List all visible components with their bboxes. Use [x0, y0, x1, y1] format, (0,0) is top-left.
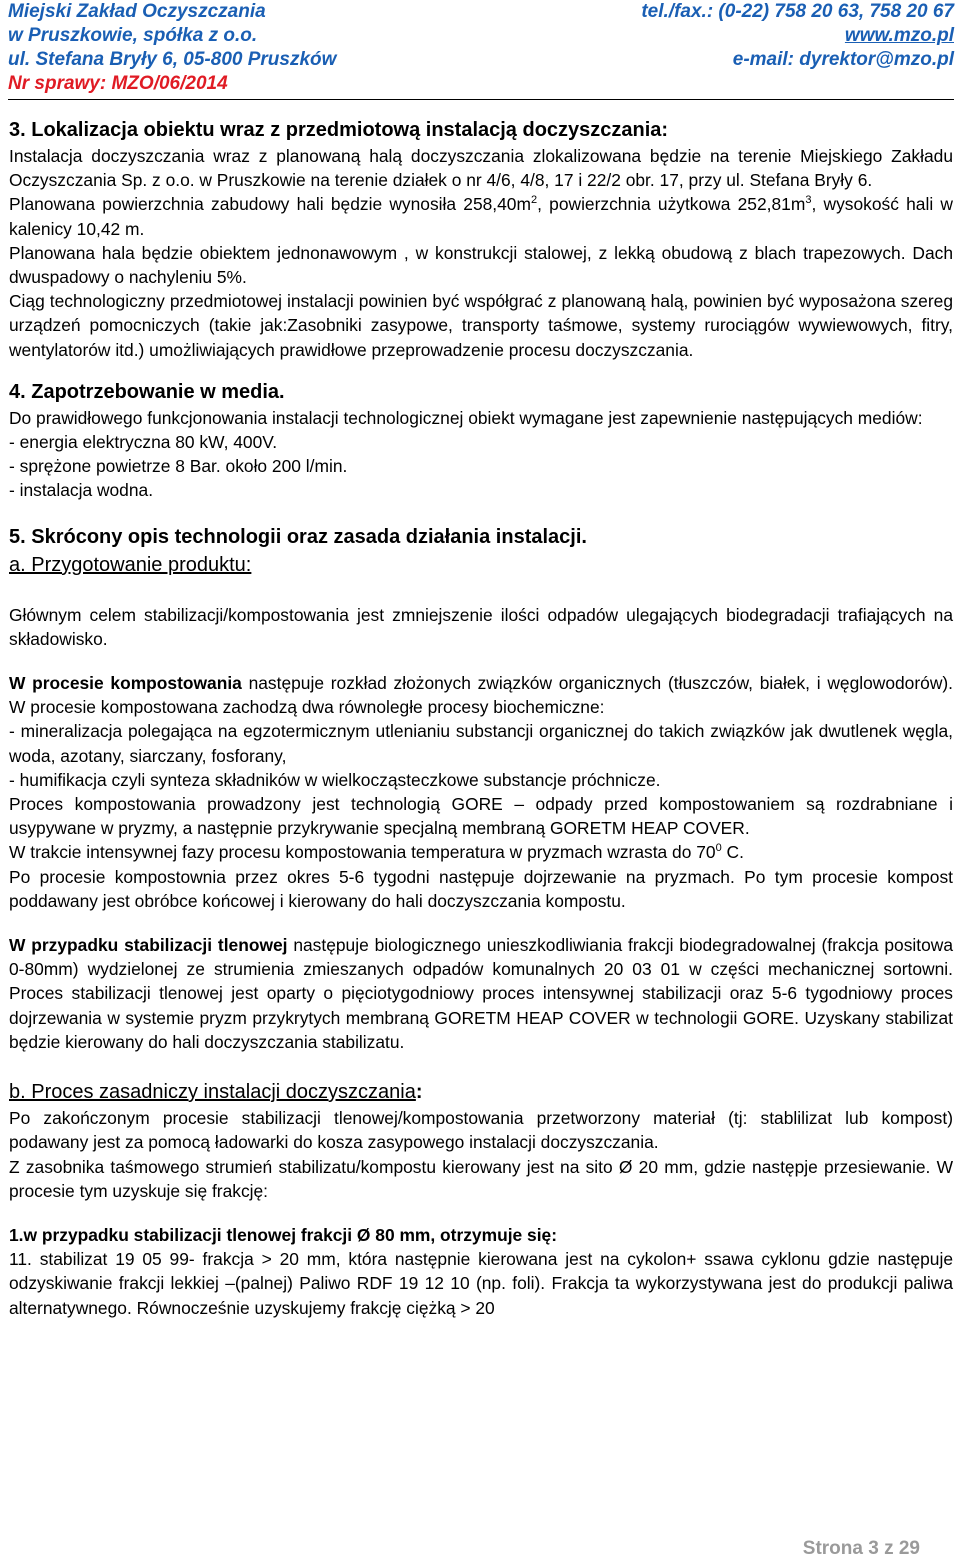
- section-3-paragraph-2: [9, 192, 953, 240]
- superscript: 0: [715, 842, 722, 855]
- height-text: , wysokość hali w kalenicy 10,42 m.: [9, 194, 953, 239]
- subsection-b-colon: :: [415, 1081, 423, 1104]
- bold-lead: 1.w przypadku stabilizacji tlenowej frakcji Ø 80 mm: [9, 1224, 431, 1245]
- unit-text: C.: [721, 842, 744, 863]
- section-3-paragraph-4: Ciąg technologiczny przedmiotowej instalacji powinien być współgrać z planowaną halą, powinien być wyposażona szereg urządzeń pomocniczych (takie jak:Zasobniki zasypowe, transporty taśmowe, systemy rurociągów wywiewowych, fitry, wentylatorów itd.) umożliwiających prawidłowe przeprowadzenie procesu doczyszczania.: [9, 291, 953, 360]
- temperature-text: W trakcie intensywnej fazy procesu kompostowania temperatura w pryzmach wzrasta do 70: [9, 842, 716, 863]
- case-number: Nr sprawy: MZO/06/2014: [8, 73, 228, 94]
- subsection-b-case-heading: [9, 1223, 953, 1247]
- section-3-paragraph-1: Instalacja doczyszczania wraz z planowaną halą doczyszczania zlokalizowana będzie na terenie Miejskiego Zakładu Oczyszczania Sp. z o.o. w Pruszkowie na terenie działek o nr 4/6, 4/8, 17 i 22/2 obr. 17, przy ul. Stefana Bryły 6.: [9, 146, 953, 191]
- letterhead: [8, 0, 954, 98]
- subsection-a-paragraph-3: Proces kompostowania prowadzony jest technologią GORE – odpady przed kompostowaniem są rozdrabniane i usypywane w pryzmy, a następnie przykrywanie specjalną membraną GORETM HEAP COVER.: [9, 794, 953, 839]
- company-name-line-2: w Pruszkowie, spółka z o.o.: [8, 25, 258, 46]
- media-item: - instalacja wodna.: [9, 480, 154, 501]
- company-address: ul. Stefana Bryły 6, 05-800 Pruszków: [8, 49, 337, 70]
- section-4-intro: Do prawidłowego funkcjonowania instalacji technologicznej obiekt wymagane jest zapewnienie następujących mediów:: [9, 407, 923, 428]
- area-text: Planowana powierzchnia zabudowy hali będzie wynosiła 258,40m: [9, 194, 531, 215]
- website-link[interactable]: www.mzo.pl: [844, 25, 954, 46]
- section-4-heading: 4. Zapotrzebowanie w media.: [9, 380, 285, 403]
- bold-lead: W przypadku stabilizacji tlenowej: [9, 935, 288, 956]
- subsection-a-paragraph-2: [9, 671, 953, 719]
- process-item: - mineralizacja polegająca na egzotermicznym utlenianiu substancji organicznej do takich związków jak dwutlenek węgla, woda, azotany, siarczany, fosforany,: [9, 721, 953, 766]
- usable-area-text: , powierzchnia użytkowa 252,81m: [537, 194, 806, 215]
- letterhead-row-1: [8, 0, 954, 24]
- subsection-b-paragraph-3: 11. stabilizat 19 05 99- frakcja > 20 mm, która następnie kierowana jest na cykolon+ ssawa cyklonu gdzie następuje odzyskiwanie frakcji lekkiej –(palnej) Paliwo RDF 19 12 10 (np. foli). Frakcja ta wykorzystywana jest do produkcji paliwa alternatywnego. Równocześnie uzyskujemy frakcję ciężką > 20: [9, 1249, 953, 1318]
- page-number: Strona 3 z 29: [802, 1538, 920, 1559]
- subsection-b-paragraph-2: Z zasobnika taśmowego strumień stabilizatu/kompostu kierowany jest na sito Ø 20 mm, gdzie następje przesiewanie. W procesie tym uzyskuje się frakcję:: [9, 1156, 953, 1201]
- media-item: - sprężone powietrze 8 Bar. około 200 l/min.: [9, 456, 348, 477]
- paragraph-text: następuje rozkład złożonych związków organicznych (tłuszczów, białek, i węglowodorów). W procesie kompostowana zachodzą dwa równoległe procesy biochemiczne:: [9, 673, 953, 718]
- case-heading-rest: , otrzymuje się:: [430, 1224, 557, 1245]
- process-item: - humifikacja czyli synteza składników w wielkocząsteczkowe substancje próchnicze.: [9, 769, 661, 790]
- email-link[interactable]: e-mail: dyrektor@mzo.pl: [732, 49, 954, 70]
- bold-lead: W procesie kompostowania: [9, 673, 242, 694]
- subsection-a-paragraph-4: [9, 840, 953, 864]
- paragraph-text: następuje biologicznego unieszkodliwiania frakcji biodegradowalnej (frakcja positowa 0-80mm) wydzielonej ze strumienia zmieszanych odpadów komunalnych 20 03 01 w części mechanicznej sortowni. Proces stabilizacji tlenowej jest oparty o pięciotygodniowy proces intensywnej stabilizacji oraz 5-6 tygodniowy proces dojrzewania w systemie pryzm przykrytych membraną GORETM HEAP COVER w technologii GORE. Uzyskany stabilizat będzie kierowany do hali doczyszczania stabilizatu.: [9, 935, 953, 1052]
- letterhead-row-3: [8, 48, 954, 72]
- company-name: Miejski Zakład Oczyszczania: [8, 1, 266, 22]
- subsection-a-paragraph-1: Głównym celem stabilizacji/kompostowania jest zmniejszenie ilości odpadów ulegających biodegradacji trafiających na składowisko.: [9, 604, 953, 649]
- superscript: 2: [530, 194, 538, 207]
- section-3-paragraph-3: Planowana hala będzie obiektem jednonawowym , w konstrukcji stalowej, z lekką obudową z blach trapezowych. Dach dwuspadowy o nachyleniu 5%.: [9, 242, 953, 288]
- section-5-heading: 5. Skrócony opis technologii oraz zasada działania instalacji.: [9, 525, 587, 548]
- superscript: 3: [805, 194, 812, 207]
- document-body: [9, 116, 953, 1320]
- subsection-b-paragraph-1: Po zakończonym procesie stabilizacji tlenowej/kompostowania przetworzony materiał (tj: stablilizat lub kompost) podawany jest za pomocą ładowarki do kosza zasypowego instalacji doczyszczania.: [9, 1108, 953, 1153]
- phone-fax: tel./fax.: (0-22) 758 20 63, 758 20 67: [641, 1, 954, 22]
- subsection-a-paragraph-5: Po procesie kompostownia przez okres 5-6 tygodni następuje dojrzewanie na pryzmach. Po tym procesie kompost poddawany jest obróbce końcowej i kierowany do hali doczyszczania kompostu.: [9, 866, 953, 911]
- media-item: - energia elektryczna 80 kW, 400V.: [9, 432, 278, 453]
- subsection-b-heading: [9, 1078, 953, 1106]
- subsection-a-heading: a. Przygotowanie produktu:: [9, 553, 252, 576]
- header-divider: [8, 99, 954, 100]
- letterhead-row-2: [8, 24, 954, 48]
- letterhead-row-4: [8, 72, 954, 96]
- subsection-a-paragraph-6: [9, 933, 953, 1054]
- subsection-b-title: b. Proces zasadniczy instalacji doczyszczania: [9, 1081, 416, 1104]
- section-3-heading: 3. Lokalizacja obiektu wraz z przedmiotową instalacją doczyszczania:: [9, 119, 669, 141]
